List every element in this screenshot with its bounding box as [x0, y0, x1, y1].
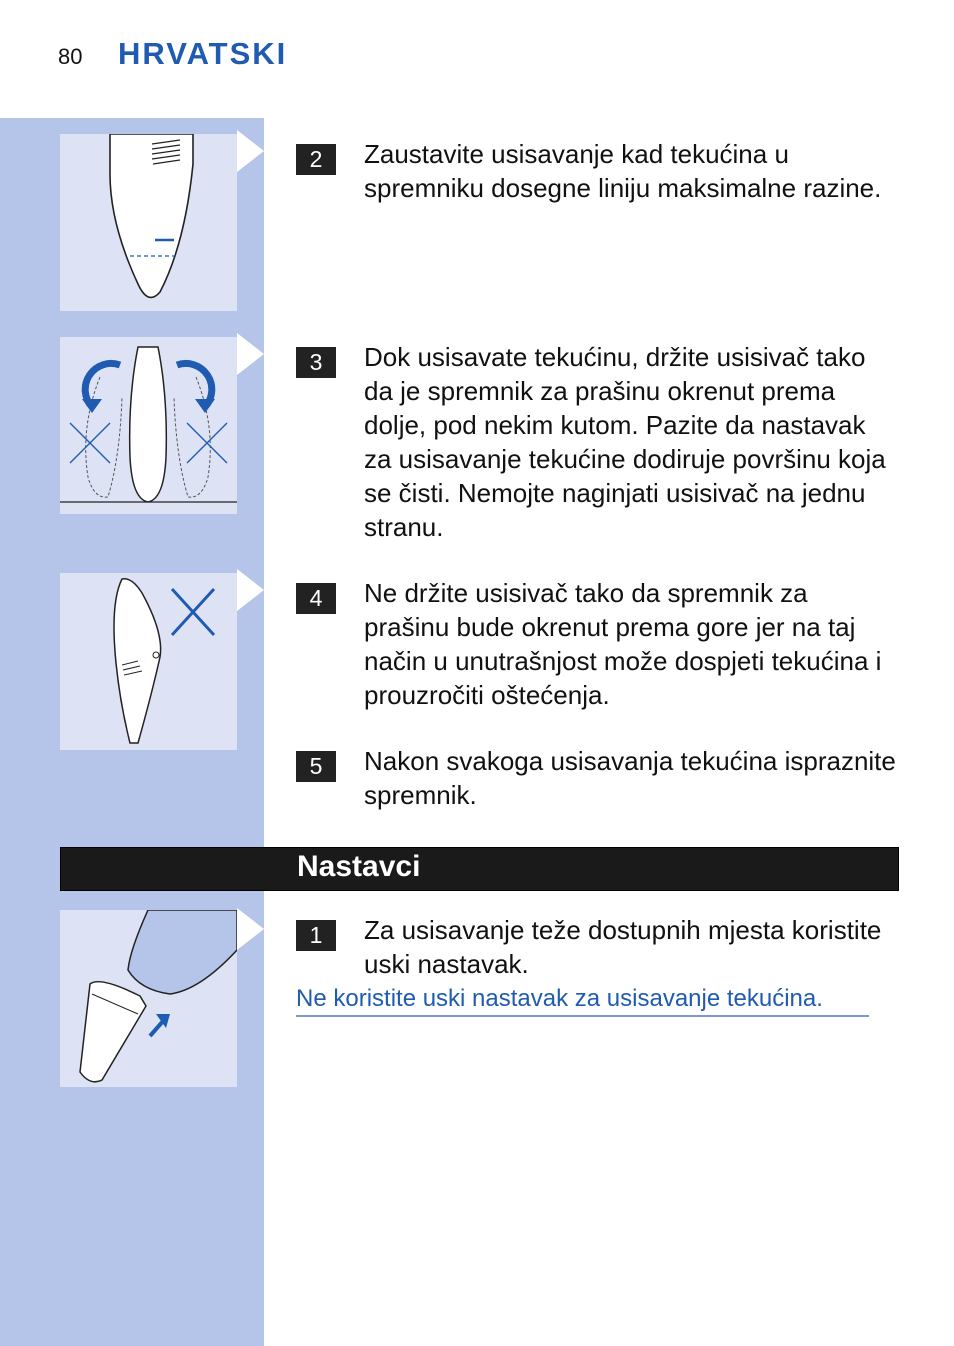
- illustration-pointer: [237, 130, 264, 172]
- language-heading: HRVATSKI: [118, 36, 288, 71]
- illustration-pointer: [237, 333, 264, 375]
- step-text: Ne držite usisivač tako da spremnik za prašinu bude okrenut prema gore jer na taj način u unutrašnjost može dospjeti tekućina i prouzročiti oštećenja.: [364, 578, 882, 710]
- step-text: Dok usisavate tekućinu, držite usisivač tako da je spremnik za prašinu okrenut prema dolje, pod nekim kutom. Pazite da nastavak za usisavanje tekućine dodiruje površinu koja se čisti. Nemojte naginjati usisivač na jednu stranu.: [364, 342, 886, 542]
- illustration-tilt-angle: [60, 337, 237, 514]
- warning-note: Ne koristite uski nastavak za usisavanje tekućina.: [296, 985, 869, 1017]
- illustration-pointer: [237, 908, 264, 950]
- section-title: Nastavci: [297, 850, 421, 883]
- step-number-badge: 5: [296, 751, 336, 782]
- step-text: Za usisavanje teže dostupnih mjesta koristite uski nastavak.: [364, 915, 882, 979]
- step-number-badge: 3: [296, 347, 336, 378]
- step-number-badge: 1: [296, 920, 336, 951]
- illustration-max-level: [60, 134, 237, 311]
- section-heading-bar: [60, 847, 899, 891]
- illustration-wrong-upward: [60, 573, 237, 750]
- illustration-crevice-nozzle: [60, 910, 237, 1087]
- step-number-badge: 4: [296, 583, 336, 614]
- step-text: Nakon svakoga usisavanja tekućina ispraznite spremnik.: [364, 746, 896, 810]
- page-number: 80: [58, 44, 83, 69]
- illustration-pointer: [237, 569, 264, 611]
- step-text: Zaustavite usisavanje kad tekućina u spremniku dosegne liniju maksimalne razine.: [364, 139, 882, 203]
- step-number-badge: 2: [296, 144, 336, 175]
